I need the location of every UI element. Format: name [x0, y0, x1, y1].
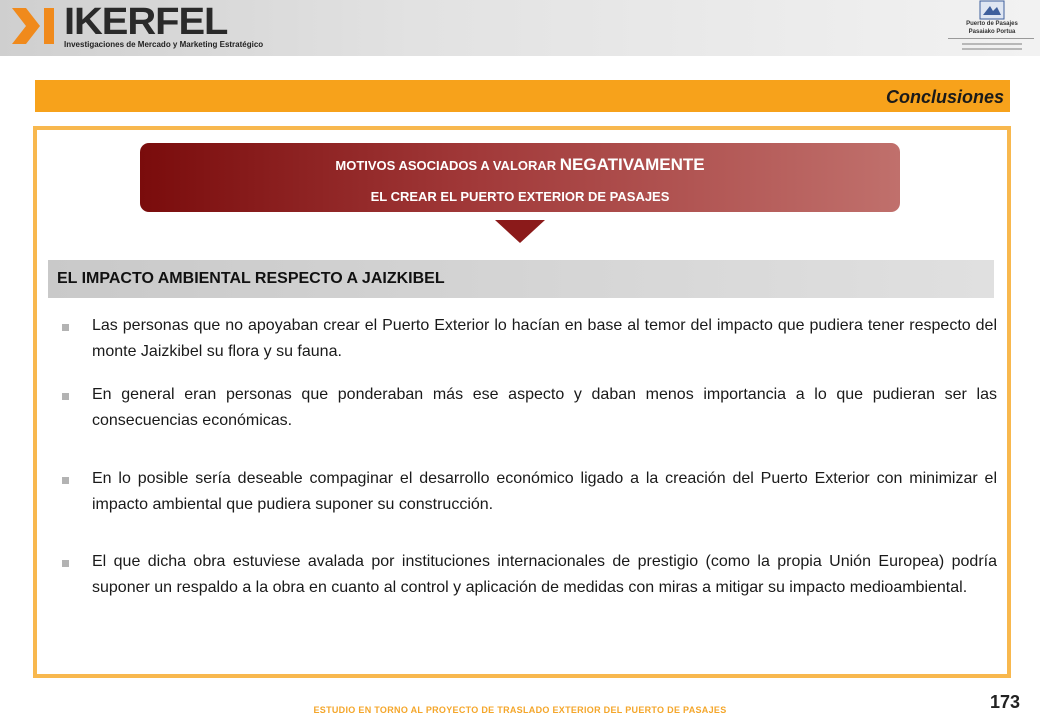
bullet-item: El que dicha obra estuviese avalada por instituciones internacionales de prestigio (como la propia Unión Europea) podría suponer un respaldo a la obra en cuanto al control y aplicación de medidas con miras a mitigar su impacto medioambiental. — [92, 553, 997, 596]
section-header — [48, 260, 994, 298]
brand-subtitle: Investigaciones de Mercado y Marketing Estratégico — [64, 40, 264, 49]
banner-prefix: MOTIVOS ASOCIADOS A VALORAR — [335, 158, 557, 173]
down-arrow-icon — [495, 220, 545, 243]
motive-banner — [140, 143, 900, 212]
port-name-es: Puerto de Pasajes — [966, 21, 1018, 27]
page-number: 173 — [989, 692, 1020, 712]
page-title: Conclusiones — [885, 87, 1004, 107]
bullet-square-icon — [62, 324, 69, 331]
banner-line-2: EL CREAR EL PUERTO EXTERIOR DE PASAJES — [370, 189, 670, 204]
title-bar — [35, 80, 1010, 112]
bullet-square-icon — [62, 477, 69, 484]
banner-emphasis: NEGATIVAMENTE — [559, 155, 705, 174]
brand-name: IKERFEL — [64, 1, 228, 43]
port-authority-logo — [944, 0, 1040, 56]
bullet-item: Las personas que no apoyaban crear el Puerto Exterior lo hacían en base al temor del impacto que pudiera tener respecto del monte Jaizkibel su flora y su fauna. — [92, 317, 997, 360]
header-bar — [0, 0, 1040, 56]
footer-study-title: ESTUDIO EN TORNO AL PROYECTO DE TRASLADO EXTERIOR DEL PUERTO DE PASAJES — [313, 705, 727, 715]
port-fineprint — [962, 48, 1022, 50]
banner-line-1 — [140, 155, 900, 175]
bullet-item: En general eran personas que ponderaban más ese aspecto y daban menos importancia a lo que pudieran ser las consecuencias económicas. — [92, 386, 997, 429]
ikerfel-logo-mark-icon — [10, 6, 56, 46]
port-fineprint — [962, 43, 1022, 45]
port-divider — [948, 38, 1034, 39]
section-heading: EL IMPACTO AMBIENTAL RESPECTO A JAIZKIBEL — [57, 270, 445, 287]
bullet-item: En lo posible sería deseable compaginar el desarrollo económico ligado a la creación del Puerto Exterior con minimizar el impacto ambiental que pudiera suponer su construcción. — [92, 470, 997, 513]
bullet-square-icon — [62, 560, 69, 567]
port-emblem-icon — [978, 0, 1006, 20]
bullet-square-icon — [62, 393, 69, 400]
port-name-eu: Pasaiako Portua — [968, 29, 1016, 35]
